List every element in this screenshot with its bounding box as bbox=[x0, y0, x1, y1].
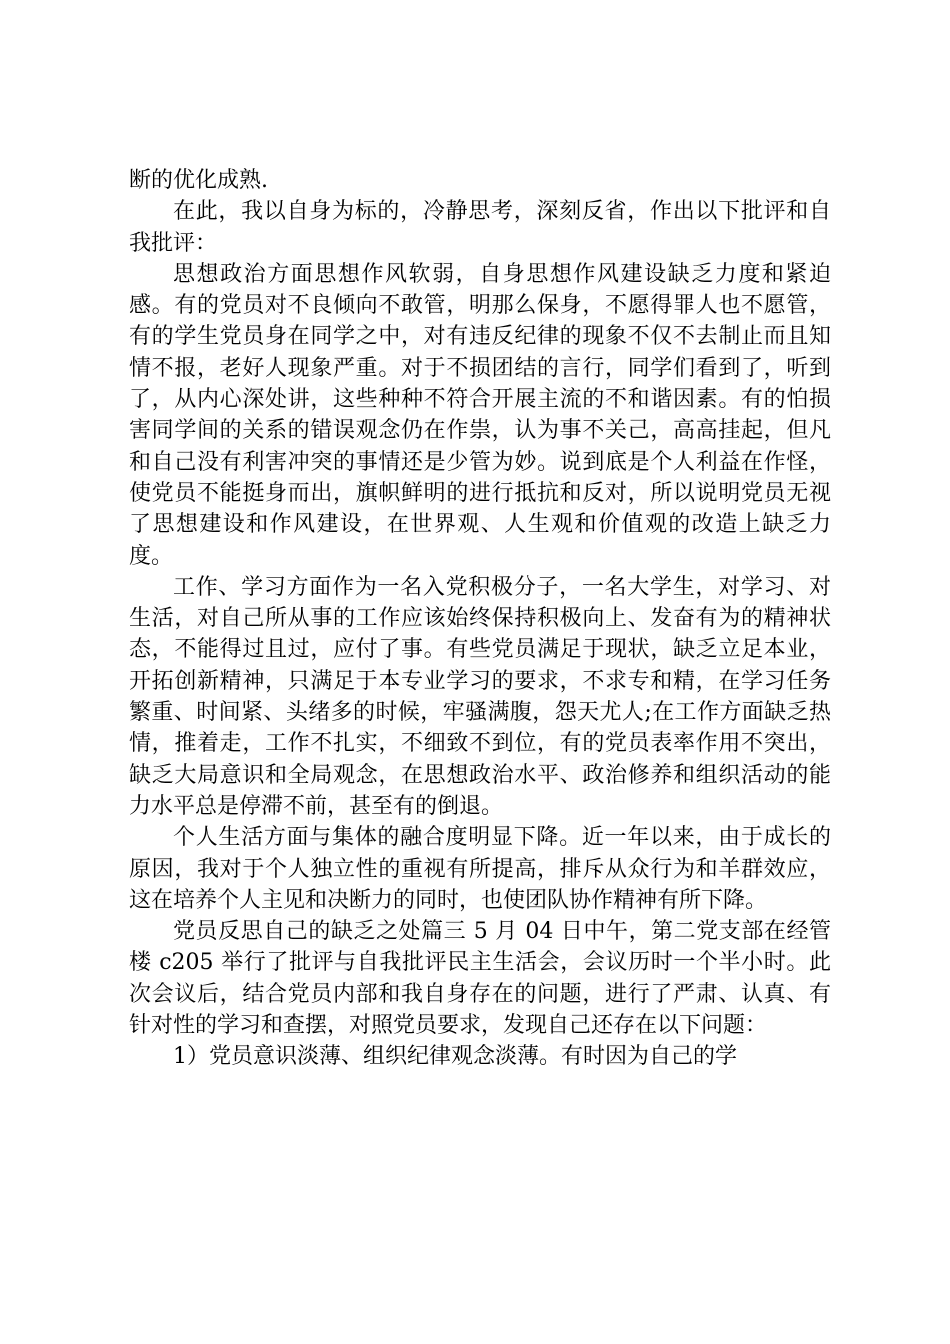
paragraph-ideology: 思想政治方面思想作风软弱，自身思想作风建设缺乏力度和紧迫感。有的党员对不良倾向不敢管，明那么保身，不愿得罪人也不愿管，有的学生党员身在同学之中，对有违反纪律的现象不仅不去制止而且知情不报，老好人现象严重。对于不损团结的言行，同学们看到了，听到了，从内心深处讲，这些种种不符合开展主流的不和谐因素。有的怕损害同学间的关系的错误观念仍在作祟，认为事不关己，高高挂起，但凡和自己没有利害冲突的事情还是少管为妙。说到底是个人利益在作怪，使党员不能挺身而出，旗帜鲜明的进行抵抗和反对，所以说明党员无视了思想建设和作风建设，在世界观、人生观和价值观的改造上缺乏力度。 bbox=[129, 261, 831, 569]
document-body bbox=[129, 165, 831, 1073]
paragraph-introduction: 在此，我以自身为标的，冷静思考，深刻反省，作出以下批评和自我批评： bbox=[129, 199, 831, 256]
paragraph-personal-life: 个人生活方面与集体的融合度明显下降。近一年以来，由于成长的原因，我对于个人独立性的重视有所提高，排斥从众行为和羊群效应，这在培养个人主见和决断力的同时，也使团队协作精神有所下降。 bbox=[129, 825, 831, 913]
paragraph-section-three: 党员反思自己的缺乏之处篇三 5 月 04 日中午，第二党支部在经管楼 c205 举行了批评与自我批评民主生活会，会议历时一个半小时。此次会议后，结合党员内部和我自身存在的问题，进行了严肃、认真、有针对性的学习和查摆，对照党员要求，发现自己还存在以下问题： bbox=[129, 919, 831, 1039]
paragraph-item-one: 1）党员意识淡薄、组织纪律观念淡薄。有时因为自己的学 bbox=[173, 1044, 737, 1070]
paragraph-work-study: 工作、学习方面作为一名入党积极分子，一名大学生，对学习、对生活，对自己所从事的工作应该始终保持积极向上、发奋有为的精神状态，不能得过且过，应付了事。有些党员满足于现状，缺乏立足本业，开拓创新精神，只满足于本专业学习的要求，不求专和精，在学习任务繁重、时间紧、头绪多的时候，牢骚满腹，怨天尤人;在工作方面缺乏热情，推着走，工作不扎实，不细致不到位，有的党员表率作用不突出，缺乏大局意识和全局观念，在思想政治水平、政治修养和组织活动的能力水平总是停滞不前，甚至有的倒退。 bbox=[129, 574, 831, 819]
paragraph-continuation: 断的优化成熟. bbox=[129, 168, 268, 193]
